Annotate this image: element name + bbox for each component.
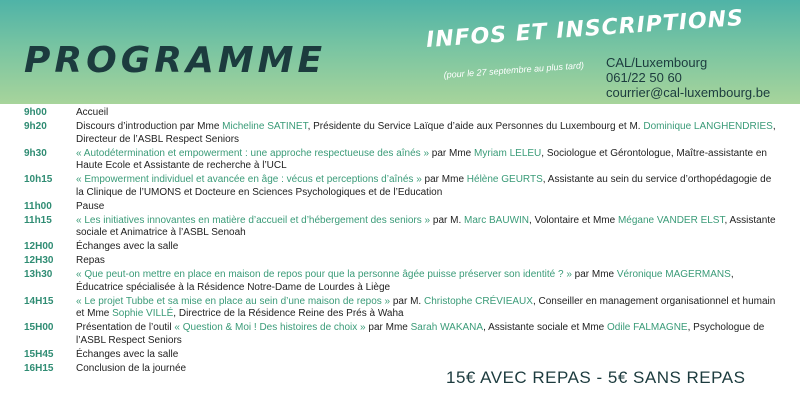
contact-block [606, 55, 770, 100]
program-highlight: Dominique LANGHENDRIES [643, 121, 773, 132]
program-highlight: Mégane VANDER ELST [617, 214, 725, 226]
program-text: Présentation de l’outil [76, 322, 175, 333]
contact-name: CAL/Luxembourg [606, 55, 708, 70]
program-time: 13h30 [24, 269, 53, 280]
program-highlight: Hélène GEURTS [466, 174, 543, 185]
program-highlight: Sarah WAKANA [410, 322, 484, 333]
program-item [0, 215, 800, 240]
program-time: 12H30 [24, 255, 54, 266]
page-title: PROGRAMME [24, 40, 327, 81]
program-text: par M. [430, 214, 465, 226]
contact-phone: 061/22 50 60 [606, 70, 682, 85]
infos-deadline-note: (pour le 27 septembre au plus tard) [443, 60, 585, 80]
program-text: , Directrice de la Résidence Reine des Prés à Waha [173, 308, 404, 319]
program-text: , Assistante sociale et Animatrice à l’ASBL Senoah [76, 214, 776, 238]
program-highlight: Micheline SATINET [222, 121, 308, 132]
program-highlight: « Que peut-on mettre en place en maison de repos pour que la personne âgée puisse préserver son identité ? » [76, 269, 572, 280]
program-time: 9h20 [24, 121, 47, 132]
program-highlight: « Empowerment individuel et avancée en âge : vécus et perceptions d’aînés » [76, 174, 422, 185]
program-time: 11h15 [24, 214, 52, 226]
program-text: par M. [390, 295, 424, 307]
program-description [76, 241, 780, 254]
program-highlight: Christophe CRÉVIEAUX [424, 295, 533, 307]
program-item [0, 296, 800, 321]
program-text: Conclusion de la journée [76, 362, 187, 374]
program-description [76, 121, 780, 146]
program-highlight: « Le projet Tubbe et sa mise en place au sein d’une maison de repos » [76, 295, 391, 307]
program-highlight: « Les initiatives innovantes en matière d’accueil et d’hébergement des seniors » [76, 214, 431, 226]
program-description [76, 322, 780, 347]
program-description [76, 148, 780, 173]
program-description [76, 296, 780, 321]
program-text: , Assistante sociale et Mme [483, 322, 608, 333]
program-description [76, 174, 780, 199]
program-highlight: Sophie VILLÉ [112, 308, 174, 319]
program-text: , Volontaire et Mme [529, 214, 618, 226]
program-description [76, 269, 780, 294]
program-text: , Assistante au sein du service d’orthopédagogie de la Clinique de l’UMONS et Docteure en Sciences Psychologiques et de l’Education [76, 174, 772, 198]
program-highlight: Myriam LELEU [474, 147, 542, 159]
program-item [0, 201, 800, 214]
program-time: 14H15 [24, 295, 54, 307]
program-item [0, 241, 800, 254]
program-item [0, 349, 800, 362]
program-text: Échanges avec la salle [76, 241, 179, 252]
program-text: , Directeur de l’ASBL Respect Seniors [76, 121, 776, 145]
program-time: 15H45 [24, 348, 54, 360]
program-time: 11h00 [24, 200, 52, 212]
program-highlight: Marc BAUWIN [464, 214, 530, 226]
program-time: 16H15 [24, 362, 54, 374]
contact-email: courrier@cal-luxembourg.be [606, 85, 771, 100]
program-description [76, 255, 780, 268]
program-time: 15H00 [24, 322, 54, 333]
program-text: Repas [76, 255, 105, 266]
program-text: Accueil [76, 107, 109, 118]
program-list [0, 107, 800, 377]
program-description [76, 107, 780, 120]
program-highlight: Véronique MAGERMANS [616, 269, 731, 280]
program-description [76, 349, 780, 362]
program-text: , Éducatrice spécialisée à la Résidence Notre-Dame de Lourdes à Liège [76, 269, 734, 293]
program-text: par Mme [571, 269, 617, 280]
program-description [76, 215, 780, 240]
program-text: par Mme [365, 322, 411, 333]
program-item [0, 255, 800, 268]
program-item [0, 322, 800, 347]
program-text: Pause [76, 200, 105, 212]
program-text: , Présidente du Service Laïque d’aide aux Personnes du Luxembourg et M. [307, 121, 644, 132]
program-time: 9h00 [24, 107, 47, 118]
program-highlight: Odile FALMAGNE [607, 322, 688, 333]
program-text: , Psychologue de l’ASBL Respect Seniors [76, 322, 765, 346]
program-time: 12H00 [24, 241, 54, 252]
program-text: par Mme [421, 174, 467, 185]
program-time: 9h30 [24, 147, 47, 159]
program-item [0, 174, 800, 199]
program-item [0, 107, 800, 120]
program-text: , Sociologue et Gérontologue, Maître-assistante en Haute Ecole et Assistante de recherche à l’UCL [76, 147, 767, 171]
price-info: 15€ AVEC REPAS - 5€ SANS REPAS [446, 368, 746, 387]
program-description [76, 201, 780, 214]
program-text: par Mme [429, 147, 475, 159]
header-banner [0, 0, 800, 104]
program-item [0, 121, 800, 146]
program-text: Échanges avec la salle [76, 348, 179, 360]
program-text: , Conseiller en management organisationnel et humain et Mme [76, 295, 776, 319]
program-highlight: « Question & Moi ! Des histoires de choix » [174, 322, 366, 333]
program-text: Discours d’introduction par Mme [76, 121, 223, 132]
infos-title: INFOS ET INSCRIPTIONS [425, 5, 745, 53]
program-time: 10h15 [24, 174, 53, 185]
program-item [0, 148, 800, 173]
program-item [0, 269, 800, 294]
program-highlight: « Autodétermination et empowerment : une approche respectueuse des aînés » [76, 147, 430, 159]
